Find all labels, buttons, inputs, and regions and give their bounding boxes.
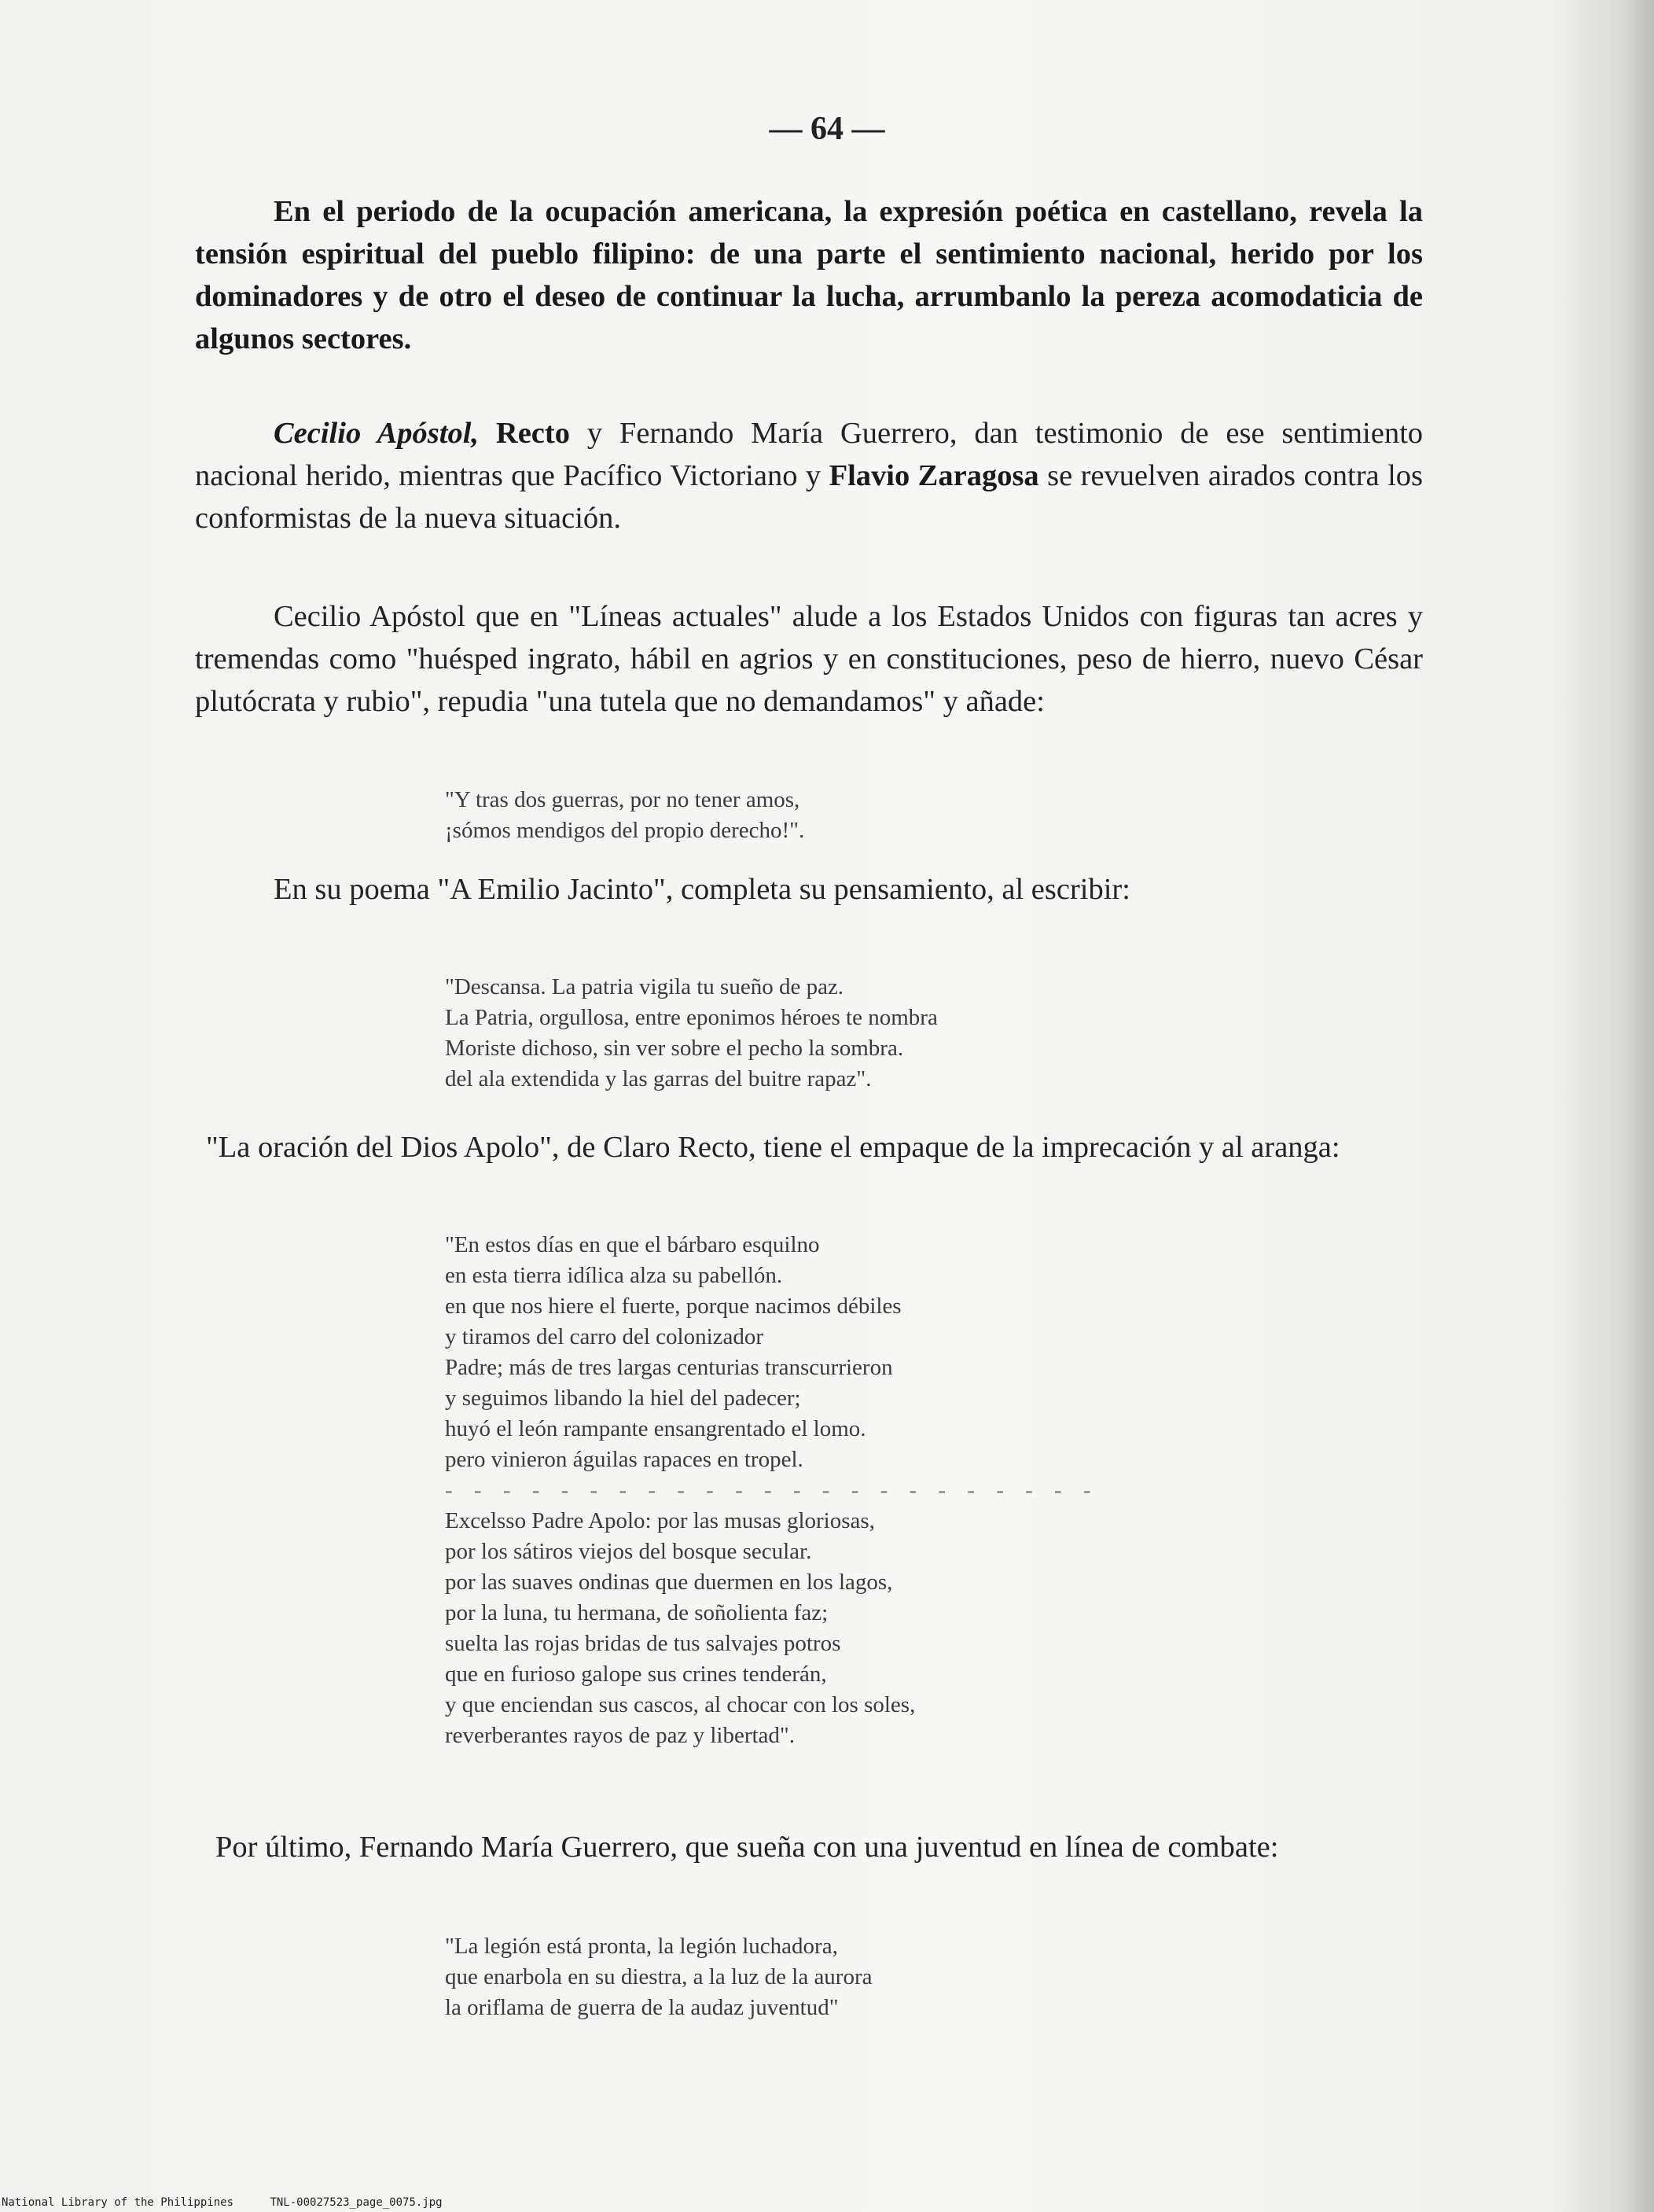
verse-line: pero vinieron águilas rapaces en tropel. — [445, 1447, 803, 1472]
verse-line: en esta tierra idílica alza su pabellón. — [445, 1263, 783, 1288]
verse-line: Moriste dichoso, sin ver sobre el pecho la sombra. — [445, 1036, 904, 1061]
verse-line: por las suaves ondinas que duermen en los lagos, — [445, 1570, 893, 1595]
verse-line: "En estos días en que el bárbaro esquilno — [445, 1232, 820, 1257]
poet-name-recto: Recto — [495, 417, 570, 450]
paragraph-guerrero-text: Por último, Fernando María Guerrero, que sueña con una juventud en línea de combate: — [215, 1831, 1279, 1864]
paragraph-guerrero — [215, 1826, 1423, 1868]
page-number: — 64 — — [769, 111, 885, 147]
verse-line: La Patria, orgullosa, entre eponimos héroes te nombra — [445, 1005, 938, 1030]
verse-line: la oriflama de guerra de la audaz juventud" — [445, 1995, 839, 2020]
verse-line: "Descansa. La patria vigila tu sueño de paz. — [445, 974, 844, 999]
paragraph-oracion-apolo — [206, 1126, 1423, 1169]
verse-line: "Y tras dos guerras, por no tener amos, — [445, 787, 800, 812]
poet-name-apostol: Cecilio Apóstol, — [274, 417, 480, 450]
footer-library: National Library of the Philippines — [2, 2196, 234, 2209]
verse-quote-2 — [445, 972, 938, 1095]
paragraph-oracion-apolo-text: "La oración del Dios Apolo", de Claro Recto, tiene el empaque de la imprecación y al aranga: — [206, 1131, 1340, 1164]
paragraph-poets-text-1: y Fernando María Guerrero, dan testimonio de ese sentimiento nacional herido, mientras que Pacífico Victoriano y — [195, 417, 1424, 492]
paragraph-poets-text-2: se revuelven airados contra los conformistas de la nueva situación. — [195, 459, 1423, 535]
paragraph-lineas-actuales-text: Cecilio Apóstol que en "Líneas actuales" alude a los Estados Unidos con figuras tan acres y tremendas como "huésped ingrato, hábil en agrios y en constituciones, peso de hierro, nuevo César plutócrata y rubio", repudia "una tutela que no demandamos" y añade: — [195, 600, 1423, 718]
verse-line: por los sátiros viejos del bosque secular. — [445, 1539, 812, 1564]
verse-quote-4 — [445, 1931, 873, 2023]
verse-line: "La legión está pronta, la legión luchadora, — [445, 1934, 838, 1959]
verse-line: suelta las rojas bridas de tus salvajes potros — [445, 1631, 841, 1656]
verse-quote-1 — [445, 785, 804, 846]
verse-line: por la luna, tu hermana, de soñolienta faz; — [445, 1600, 829, 1625]
scan-footer — [2, 2196, 443, 2209]
paragraph-occupation-text: En el periodo de la ocupación americana, la expresión poética en castellano, revela la tensión espiritual del pueblo filipino: de una parte el sentimiento nacional, herido por los dominadores y de otro el deseo de continuar la lucha, arrumbanlo la pereza acomodaticia de algunos sectores. — [195, 195, 1423, 355]
verse-line: Padre; más de tres largas centurias transcurrieron — [445, 1355, 893, 1380]
verse-line: huyó el león rampante ensangrentado el lomo. — [445, 1416, 866, 1441]
footer-filename: TNL-00027523_page_0075.jpg — [270, 2196, 443, 2209]
verse-line: reverberantes rayos de paz y libertad". — [445, 1723, 796, 1748]
poet-name-zaragosa: Flavio Zaragosa — [829, 459, 1039, 492]
paragraph-emilio-jacinto-text: En su poema "A Emilio Jacinto", completa su pensamiento, al escribir: — [274, 873, 1130, 906]
verse-quote-3 — [445, 1230, 1099, 1751]
paragraph-emilio-jacinto — [195, 868, 1423, 911]
paragraph-lineas-actuales — [195, 595, 1423, 723]
verse-line: Excelsso Padre Apolo: por las musas gloriosas, — [445, 1508, 875, 1533]
verse-separator: - - - - - - - - - - - - - - - - - - - - - - - — [445, 1478, 1099, 1503]
verse-line: que enarbola en su diestra, a la luz de la aurora — [445, 1964, 873, 1989]
verse-line: y seguimos libando la hiel del padecer; — [445, 1386, 801, 1411]
verse-line: y tiramos del carro del colonizador — [445, 1324, 764, 1349]
verse-line: que en furioso galope sus crines tenderán, — [445, 1662, 827, 1687]
verse-line: en que nos hiere el fuerte, porque nacimos débiles — [445, 1294, 902, 1319]
paragraph-poets — [195, 412, 1423, 539]
verse-line: ¡sómos mendigos del propio derecho!". — [445, 818, 805, 843]
verse-line: y que enciendan sus cascos, al chocar con los soles, — [445, 1692, 916, 1717]
paragraph-occupation — [195, 190, 1423, 360]
verse-line: del ala extendida y las garras del buitre rapaz". — [445, 1066, 872, 1091]
